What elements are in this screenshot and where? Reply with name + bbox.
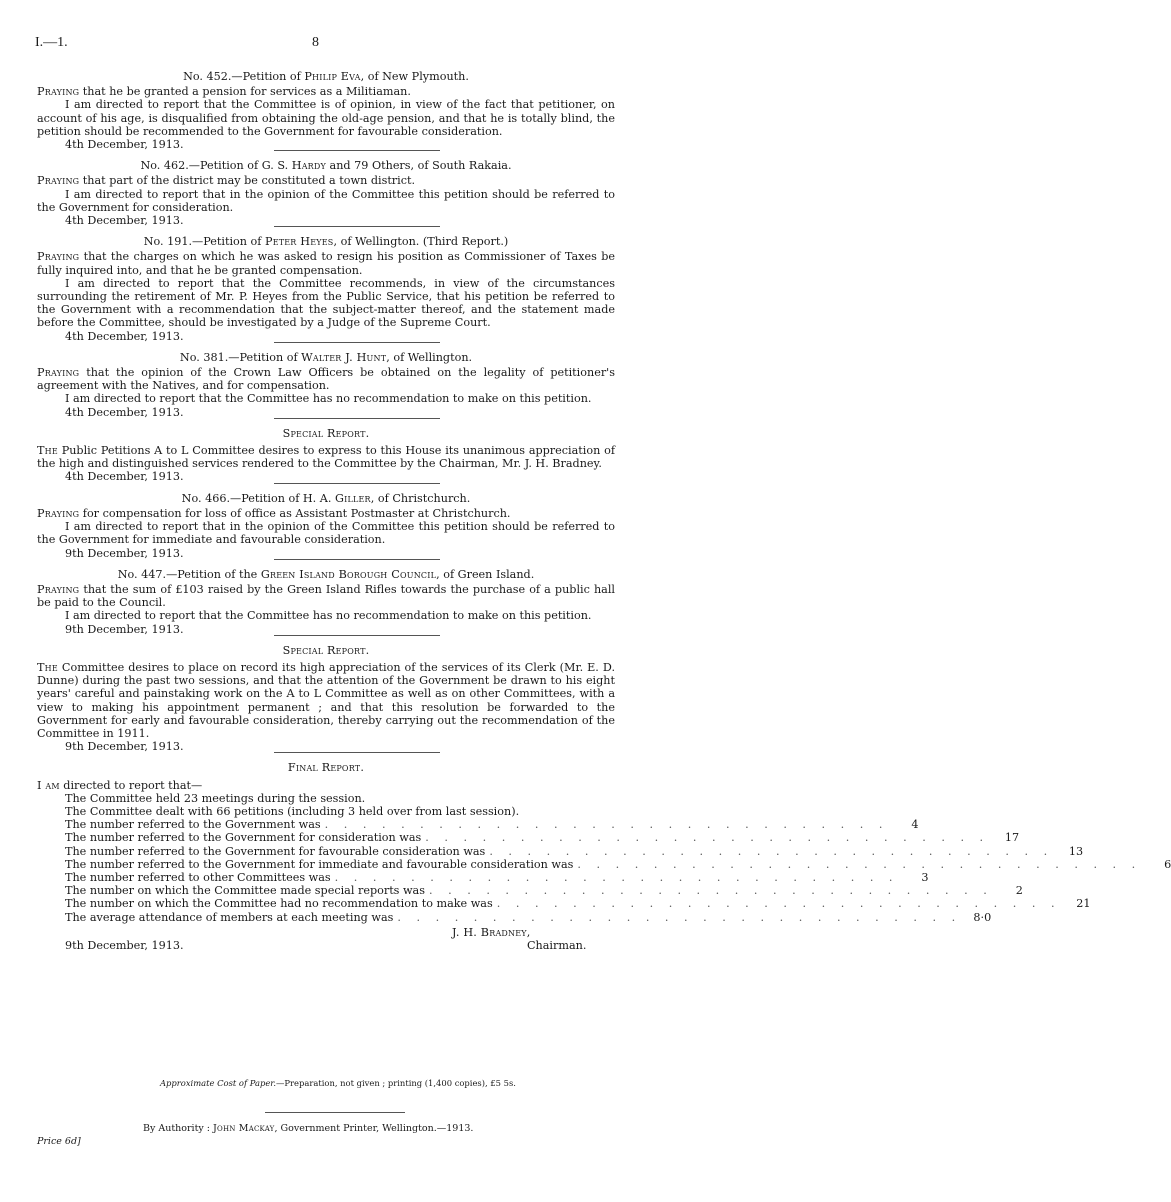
- petition-body: I am directed to report that the Committee has no recommendation to make on this petition.: [65, 609, 592, 623]
- petition-date: 9th December, 1913.: [65, 622, 184, 636]
- footer-divider: [265, 1112, 405, 1113]
- final-report: [37, 761, 1171, 955]
- row-value: 2: [1015, 884, 1023, 898]
- leader-dots: . . . . . . . . . . . . . . . . . . . . . . . . . . . . . .: [428, 884, 993, 898]
- divider: [274, 559, 440, 560]
- row-label: The number on which the Committee had no recommendation to make was: [65, 897, 493, 911]
- divider: [274, 483, 440, 484]
- special-report-chairman: Special Report. The Public Petitions A to L Committee desires to express to this House its unanimous appreciation of the high and distinguished services rendered to the Committee by the Chairman, Mr. J. H. Bradney. 4th December, 1913.: [37, 426, 615, 484]
- printer-authority: By Authority : John Mackay, Government Printer, Wellington.—1913.: [143, 1123, 474, 1134]
- leader-dots: . . . . . . . . . . . . . . . . . . . . . . . . . . . . . .: [496, 897, 1061, 911]
- final-report-row: [65, 910, 992, 924]
- final-report-line: The Committee dealt with 66 petitions (including 3 held over from last session).: [65, 804, 520, 818]
- row-label: The number referred to the Government for consideration was: [65, 831, 422, 845]
- praying-word: Praying: [37, 506, 80, 520]
- final-report-row: [65, 884, 1023, 898]
- petition-191: No. 191.—Petition of Peter Heyes, of Wellington. (Third Report.) Praying that the charges on which he was asked to resign his position as Commissioner of Taxes be fully inquired into, and that he be granted compensation. I am directed to report that the Committee recommends, in view of the circumstances surrounding the retirement of Mr. P. Heyes from the Public Service, that his petition be referred to the Government with a recommendation that the subject-matter thereof, and the statement made before the Committee, should be investigated by a Judge of the Supreme Court. 4th December, 1913.: [37, 235, 615, 343]
- petition-title: No. 462.—Petition of G. S. Hardy and 79 Others, of South Rakaia.: [140, 159, 512, 173]
- petition-title: No. 447.—Petition of the Green Island Borough Council, of Green Island.: [117, 567, 535, 581]
- divider: [274, 342, 440, 343]
- praying-word: Praying: [37, 85, 80, 99]
- petition-title: No. 191.—Petition of Peter Heyes, of Wellington. (Third Report.): [143, 235, 509, 249]
- row-label: The number referred to the Government was: [65, 818, 321, 832]
- petition-body: I am directed to report that the Committee has no recommendation to make on this petition.: [65, 392, 592, 406]
- final-report-intro: I am directed to report that—: [37, 778, 203, 792]
- report-date: 4th December, 1913.: [65, 470, 184, 484]
- document-reference: I.—1.: [35, 35, 68, 50]
- final-report-row: [65, 818, 919, 832]
- row-value: 21: [1076, 897, 1091, 911]
- petition-title: No. 452.—Petition of Philip Eva, of New Plymouth.: [183, 70, 469, 83]
- row-value: 3: [921, 870, 929, 884]
- price: Price 6d]: [37, 1136, 81, 1147]
- divider: [274, 418, 440, 419]
- row-label: The number on which the Committee made special reports was: [65, 884, 425, 898]
- petition-447: No. 447.—Petition of the Green Island Borough Council, of Green Island. Praying that the sum of £103 raised by the Green Island Rifles towards the purchase of a public hall be paid to the Council. I am directed to report that the Committee has no recommendation to make on this petition. 9th December, 1913.: [37, 567, 615, 636]
- divider: [274, 752, 440, 753]
- leader-dots: . . . . . . . . . . . . . . . . . . . . . . . . . . . . . .: [577, 857, 1142, 871]
- row-value: 13: [1068, 844, 1084, 858]
- petition-date: 4th December, 1913.: [65, 214, 184, 228]
- row-value: 4: [911, 818, 919, 832]
- petition-date: 4th December, 1913.: [65, 138, 184, 152]
- row-value: 6: [1164, 857, 1171, 871]
- row-label: The number referred to the Government for immediate and favourable consideration was: [65, 857, 574, 871]
- petition-462: No. 462.—Petition of G. S. Hardy and 79 Others, of South Rakaia. Praying that part of the district may be constituted a town district. I am directed to report that in the opinion of the Committee this petition should be referred to the Government for consideration. 4th December, 1913.: [37, 159, 615, 228]
- final-report-row: [65, 831, 1020, 845]
- divider: [274, 635, 440, 636]
- signatory-role: Chairman.: [527, 938, 587, 952]
- petition-date: 9th December, 1913.: [65, 546, 184, 560]
- report-date: 9th December, 1913.: [65, 740, 184, 754]
- petition-466: No. 466.—Petition of H. A. Giller, of Christchurch. Praying for compensation for loss of office as Assistant Postmaster at Christchurch. I am directed to report that in the opinion of the Committee this petition should be referred to the Government for immediate and favourable consideration. 9th December, 1913.: [37, 491, 615, 560]
- divider: [274, 150, 440, 151]
- row-value: 8·0: [973, 910, 992, 924]
- petition-452: No. 452.—Petition of Philip Eva, of New Plymouth. Praying that he be granted a pension for services as a Militiaman. I am directed to report that the Committee is of opinion, in view of the fact that petitioner, on account of his age, is disqualified from obtaining the old-age pension, and that he is totally blind, the petition should be recommended to the Government for favourable consideration. 4th December, 1913.: [37, 70, 615, 152]
- final-report-row: [65, 897, 1091, 911]
- final-report-list: [65, 791, 1171, 924]
- signatory-name: J. H. Bradney,: [452, 925, 531, 939]
- praying-word: Praying: [37, 250, 80, 264]
- final-report-row: [65, 857, 1171, 871]
- page-number: 8: [312, 35, 319, 50]
- report-title: Final Report.: [287, 761, 365, 775]
- praying-word: Praying: [37, 174, 80, 188]
- petition-381: No. 381.—Petition of Walter J. Hunt, of Wellington. Praying that the opinion of the Crown Law Officers be obtained on the legality of petitioner's agreement with the Natives, and for compensation. I am directed to report that the Committee has no recommendation to make on this petition. 4th December, 1913.: [37, 350, 615, 419]
- row-label: The number referred to the Government for favourable consideration was: [65, 844, 486, 858]
- leader-dots: . . . . . . . . . . . . . . . . . . . . . . . . . . . . . .: [489, 844, 1054, 858]
- petition-body: I am directed to report that the Committee recommends, in view of the circumstances surrounding the retirement of Mr. P. Heyes from the Public Service, that his petition be referred to the Government with a recommendation that the subject-matter thereof, and the statement made before the Committee, should be investigated by a Judge of the Supreme Court.: [37, 276, 615, 330]
- leader-dots: . . . . . . . . . . . . . . . . . . . . . . . . . . . . . .: [397, 910, 962, 924]
- row-value: 17: [1004, 831, 1020, 845]
- row-label: The average attendance of members at each meeting was: [65, 910, 394, 924]
- praying-word: Praying: [37, 366, 80, 380]
- petition-body: I am directed to report that in the opinion of the Committee this petition should be referred to the Government for consideration.: [37, 187, 615, 214]
- petition-date: 4th December, 1913.: [65, 329, 184, 343]
- petition-date: 4th December, 1913.: [65, 405, 184, 419]
- page-body: [37, 70, 1171, 959]
- divider: [274, 226, 440, 227]
- final-report-date: 9th December, 1913.: [65, 938, 184, 952]
- row-label: The number referred to other Committees was: [65, 870, 331, 884]
- petition-body: I am directed to report that in the opinion of the Committee this petition should be referred to the Government for immediate and favourable consideration.: [37, 520, 615, 547]
- petition-body: I am directed to report that the Committee is of opinion, in view of the fact that petitioner, on account of his age, is disqualified from obtaining the old-age pension, and that he is totally blind, the petition should be recommended to the Government for favourable consideration.: [37, 98, 615, 138]
- signature-block: [37, 926, 615, 956]
- report-title: Special Report.: [282, 426, 370, 440]
- praying-word: Praying: [37, 582, 80, 596]
- final-report-row: [65, 870, 929, 884]
- petition-title: No. 381.—Petition of Walter J. Hunt, of Wellington.: [179, 350, 473, 364]
- petition-title: No. 466.—Petition of H. A. Giller, of Christchurch.: [181, 491, 471, 505]
- report-title: Special Report.: [282, 643, 370, 657]
- final-report-line: The Committee held 23 meetings during the session.: [65, 791, 366, 805]
- leader-dots: . . . . . . . . . . . . . . . . . . . . . . . . . . . . . .: [425, 831, 990, 845]
- final-report-row: [65, 844, 1084, 858]
- cost-of-paper: Approximate Cost of Paper.—Preparation, not given ; printing (1,400 copies), £5 5s.: [160, 1078, 516, 1088]
- leader-dots: . . . . . . . . . . . . . . . . . . . . . . . . . . . . . .: [324, 818, 889, 832]
- special-report-clerk: Special Report. The Committee desires to place on record its high appreciation of the services of its Clerk (Mr. E. D. Dunne) during the past two sessions, and that the attention of the Government be drawn to his eight years' careful and painstaking work on the A to L Committee as well as on other Committees, with a view to making his appointment permanent ; and that this resolution be forwarded to the Government for early and favourable consideration, thereby carrying out the recommendation of the Committee in 1911. 9th December, 1913.: [37, 643, 615, 754]
- leader-dots: . . . . . . . . . . . . . . . . . . . . . . . . . . . . . .: [334, 870, 899, 884]
